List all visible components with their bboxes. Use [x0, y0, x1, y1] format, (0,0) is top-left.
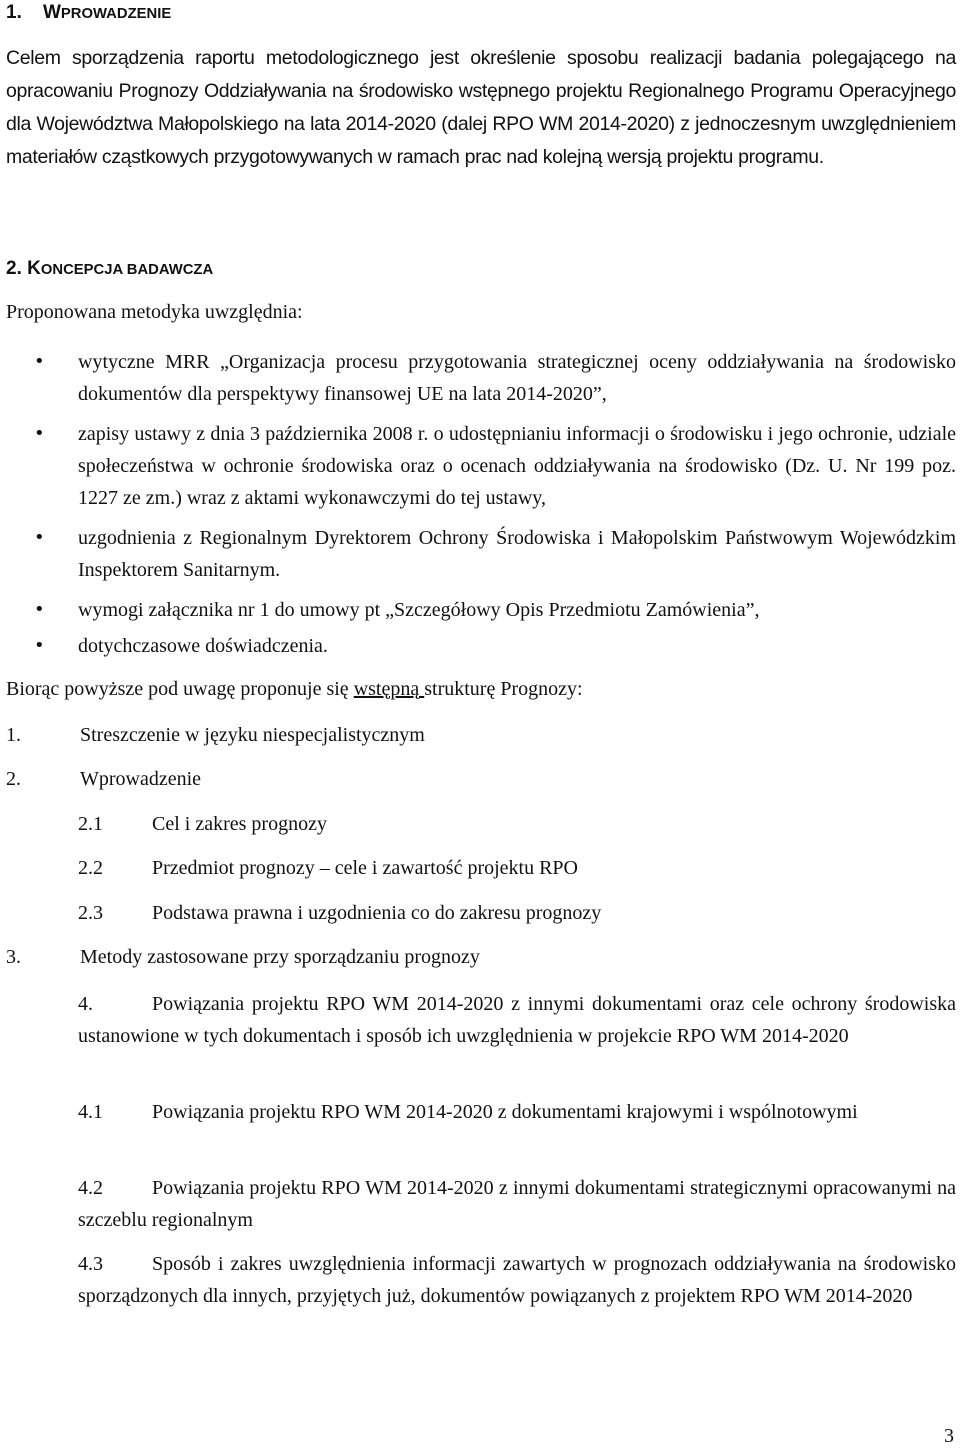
methodology-intro: Proponowana metodyka uwzględnia:: [6, 301, 303, 323]
structure-intro: Biorąc powyższe pod uwagę proponuje się wstępną strukturę Prognozy:: [6, 678, 583, 700]
outline-item: 4.3 Sposób i zakres uwzględnienia informacji zawartych w prognozach oddziaływania na środowisko sporządzonych dla innych, przyjętych już, dokumentów powiązanych z projektem RPO WM 2014-2020: [78, 1253, 956, 1307]
outline-item: 3. Metody zastosowane przy sporządzaniu prognozy: [6, 946, 480, 968]
outline-item: 4. Powiązania projektu RPO WM 2014-2020 z innymi dokumentami oraz cele ochrony środowiska ustanowione w tych dokumentach i sposób ich uwzględnienia w projekcie RPO WM 2014-2020: [78, 993, 956, 1047]
list-item: • uzgodnienia z Regionalnym Dyrektorem Ochrony Środowiska i Małopolskim Państwowym Wojewódzkim Inspektorem Sanitarnym.: [0, 522, 956, 586]
methodology-bullet-list: [0, 346, 960, 662]
outline-item: 4.1 Powiązania projektu RPO WM 2014-2020 z dokumentami krajowymi i wspólnotowymi: [78, 1101, 858, 1123]
outline-item: 2.1 Cel i zakres prognozy: [78, 813, 327, 835]
outline-item: 2.2 Przedmiot prognozy – cele i zawartość projektu RPO: [78, 857, 578, 879]
list-item: • wytyczne MRR „Organizacja procesu przygotowania strategicznej oceny oddziaływania na środowisko dokumentów dla perspektywy finansowej UE na lata 2014-2020”,: [0, 346, 956, 410]
outline-item: 2. Wprowadzenie: [6, 768, 202, 790]
outline-item: 2.3 Podstawa prawna i uzgodnienia co do zakresu prognozy: [78, 902, 602, 924]
page-number: 3: [944, 1425, 954, 1447]
list-item: • wymogi załącznika nr 1 do umowy pt „Szczegółowy Opis Przedmiotu Zamówienia”,: [0, 594, 956, 626]
section-2-heading: 2. KONCEPCJA BADAWCZA: [6, 258, 214, 279]
outline-item: 4.2 Powiązania projektu RPO WM 2014-2020 z innymi dokumentami strategicznymi opracowanymi na szczeblu regionalnym: [78, 1177, 956, 1231]
list-item: • dotychczasowe doświadczenia.: [0, 630, 956, 662]
section-1-paragraph: Celem sporządzenia raportu metodologicznego jest określenie sposobu realizacji badania polegającego na opracowaniu Prognozy Oddziaływania na środowisko wstępnego projektu Regionalnego Programu Operacyjnego dla Województwa Małopolskiego na lata 2014-2020 (dalej RPO WM 2014-2020) z jednoczesnym uwzględnieniem materiałów cząstkowych przygotowywanych w ramach prac nad kolejną wersją projektu programu.: [6, 47, 956, 168]
list-item: • zapisy ustawy z dnia 3 października 2008 r. o udostępnianiu informacji o środowisku i jego ochronie, udziale społeczeństwa w ochronie środowiska oraz o ocenach oddziaływania na środowisko (Dz. U. Nr 199 poz. 1227 ze zm.) wraz z aktami wykonawczymi do tej ustawy,: [0, 418, 956, 514]
section-1-heading: 1. WPROWADZENIE: [6, 2, 172, 23]
outline-item: 1. Streszczenie w języku niespecjalistycznym: [6, 724, 425, 746]
